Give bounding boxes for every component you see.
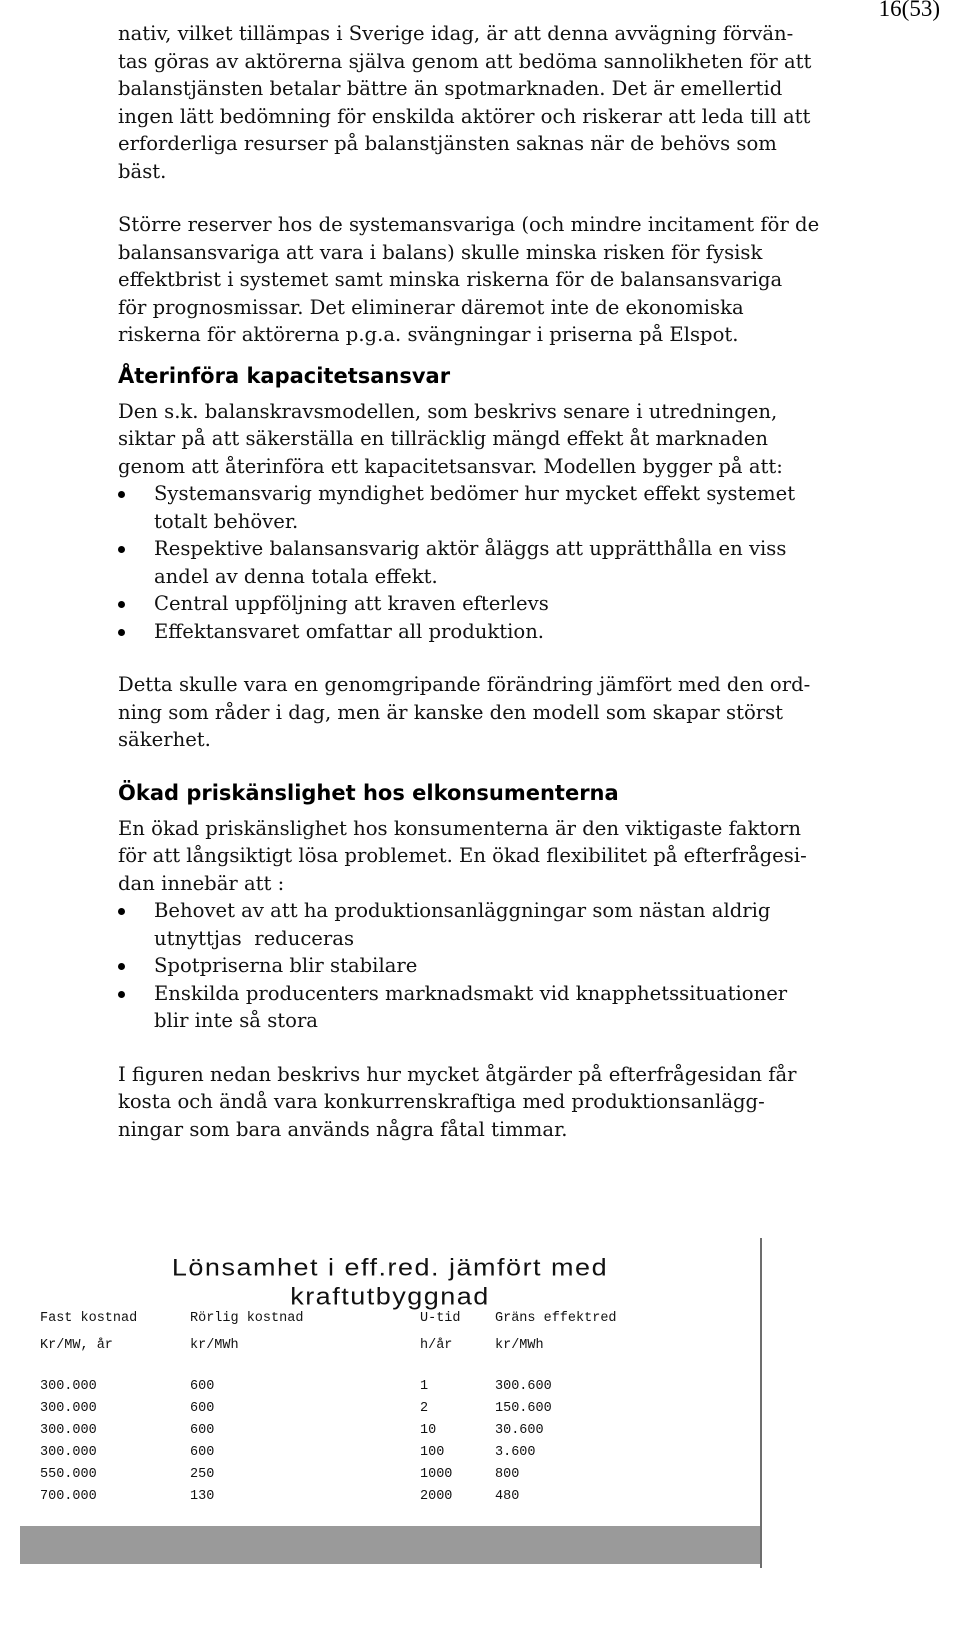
table-cell: 1 [420,1379,429,1394]
table-cell: 600 [190,1379,215,1394]
column-header: Gräns effektred [495,1311,617,1326]
text-line: riskerna för aktörerna p.g.a. svängningar i priserna på Elspot. [118,323,739,346]
text-line: nativ, vilket tillämpas i Sverige idag, är att denna avvägning förvän- [118,22,794,45]
text-line: Respektive balansansvarig aktör åläggs att upprätthålla en viss [154,537,787,560]
text-line: dan innebär att : [118,871,285,895]
column-unit: h/år [420,1338,453,1353]
table-row [20,1445,760,1465]
text-line: genom att återinföra ett kapacitetsansvar. Modellen bygger på att: [118,454,783,478]
text-line: balanstjänsten betalar bättre än spotmarknaden. Det är emellertid [118,77,783,100]
table-cell: 10 [420,1423,437,1438]
document-body [118,20,918,1143]
text-line: I figuren nedan beskrivs hur mycket åtgärder på efterfrågesidan får [118,1062,797,1086]
table-cell: 30.600 [495,1423,544,1438]
figure-table [20,1238,760,1568]
text-line: utnyttjas reduceras [154,926,354,950]
column-unit: kr/MWh [190,1338,239,1353]
list-item [118,480,918,535]
text-line: totalt behöver. [154,509,299,533]
page-number: 16(53) [878,0,940,21]
table-cell: 600 [190,1445,215,1460]
list-item [118,535,918,590]
text-line: Enskilda producenters marknadsmakt vid knapphetssituationer [154,981,788,1005]
column-unit: kr/MWh [495,1338,544,1353]
table-cell: 2 [420,1401,429,1416]
table-cell: 300.000 [40,1401,97,1416]
text-line: siktar på att säkerställa en tillräcklig mängd effekt åt marknaden [118,427,769,450]
table-cell: 2000 [420,1489,453,1504]
text-line: Större reserver hos de systemansvariga (och mindre incitament för de [118,213,820,236]
table-cell: 300.000 [40,1423,97,1438]
paragraph-figure-intro [118,1061,918,1144]
paragraph-balance-model [118,398,918,481]
table-cell: 600 [190,1423,215,1438]
text-line: blir inte så stora [154,1009,318,1032]
table-cell: 3.600 [495,1445,536,1460]
list-item [118,897,918,952]
table-row [20,1467,760,1487]
column-header: Rörlig kostnad [190,1311,304,1326]
text-line: kosta och ändå vara konkurrenskraftiga med produktionsanlägg- [118,1090,765,1113]
text-line: ningar som bara används några fåtal timmar. [118,1117,568,1141]
table-row [20,1489,760,1509]
section-heading-capacity: Återinföra kapacitetsansvar [118,363,451,388]
text-line: Central uppföljning att kraven efterlevs [154,592,549,615]
paragraph-change [118,671,918,754]
text-line: ning som råder i dag, men är kanske den modell som skapar störst [118,700,784,724]
column-unit: Kr/MW, år [40,1338,113,1353]
section-heading-price-sensitivity: Ökad priskänslighet hos elkonsumenterna [118,780,619,805]
unused-row [20,1618,760,1638]
column-header: U-tid [420,1311,461,1326]
text-line: erforderliga resurser på balanstjänsten saknas när de behövs som [118,132,777,155]
list-item [118,952,918,980]
paragraph-intro [118,20,918,185]
list-item [118,618,918,646]
figure-title-line: kraftutbyggnad [290,1282,490,1310]
table-cell: 480 [495,1489,520,1504]
text-line: ingen lätt bedömning för enskilda aktörer och riskerar att leda till att [118,104,811,128]
table-cell: 800 [495,1467,520,1482]
text-line: Spotpriserna blir stabilare [154,954,418,977]
text-line: Detta skulle vara en genomgripande förändring jämfört med den ord- [118,673,811,696]
paragraph-reserves [118,211,918,349]
list-item [118,590,918,618]
paragraph-price-sensitivity [118,815,918,898]
column-header: Fast kostnad [40,1311,138,1326]
bullet-list-flexibility [118,897,918,1035]
table-row [20,1401,760,1421]
profitability-figure [20,1238,760,1568]
text-line: bäst. [118,159,167,183]
table-cell: 150.600 [495,1401,552,1416]
text-line: En ökad priskänslighet hos konsumenterna är den viktigaste faktorn [118,816,801,840]
table-cell: 550.000 [40,1467,97,1482]
table-cell: 1000 [420,1467,453,1482]
table-cell: 300.000 [40,1445,97,1460]
table-cell: 130 [190,1489,215,1504]
table-cell: 600 [190,1401,215,1416]
table-cell: 300.000 [40,1379,97,1394]
table-row [20,1379,760,1399]
text-line: Behovet av att ha produktionsanläggningar som nästan aldrig [154,899,771,922]
figure-title-line: Lönsamhet i eff.red. jämfört med [171,1254,609,1282]
text-line: Den s.k. balanskravsmodellen, som beskrivs senare i utredningen, [118,399,778,423]
text-line: tas göras av aktörerna själva genom att bedöma sannolikheten för att [118,49,812,73]
text-line: effektbrist i systemet samt minska riskerna för de balansansvariga [118,268,783,291]
text-line: för prognosmissar. Det eliminerar däremot inte de ekonomiska [118,295,744,319]
text-line: balansansvariga att vara i balans) skulle minska risken för fysisk [118,240,763,264]
table-cell: 250 [190,1467,215,1482]
table-row [20,1423,760,1443]
figure-footer-band [20,1526,760,1564]
figure-header-row [20,1311,760,1331]
figure-border-line [760,1238,762,1568]
figure-unit-row [20,1338,760,1358]
text-line: säkerhet. [118,728,211,751]
text-line: andel av denna totala effekt. [154,564,438,588]
table-cell: 100 [420,1445,445,1460]
table-cell: 700.000 [40,1489,97,1504]
text-line: för att långsiktigt lösa problemet. En ökad flexibilitet på efterfrågesi- [118,844,807,867]
table-cell: 300.600 [495,1379,552,1394]
text-line: Systemansvarig myndighet bedömer hur mycket effekt systemet [154,482,796,505]
list-item [118,980,918,1035]
text-line: Effektansvaret omfattar all produktion. [154,619,545,643]
bullet-list-model [118,480,918,645]
